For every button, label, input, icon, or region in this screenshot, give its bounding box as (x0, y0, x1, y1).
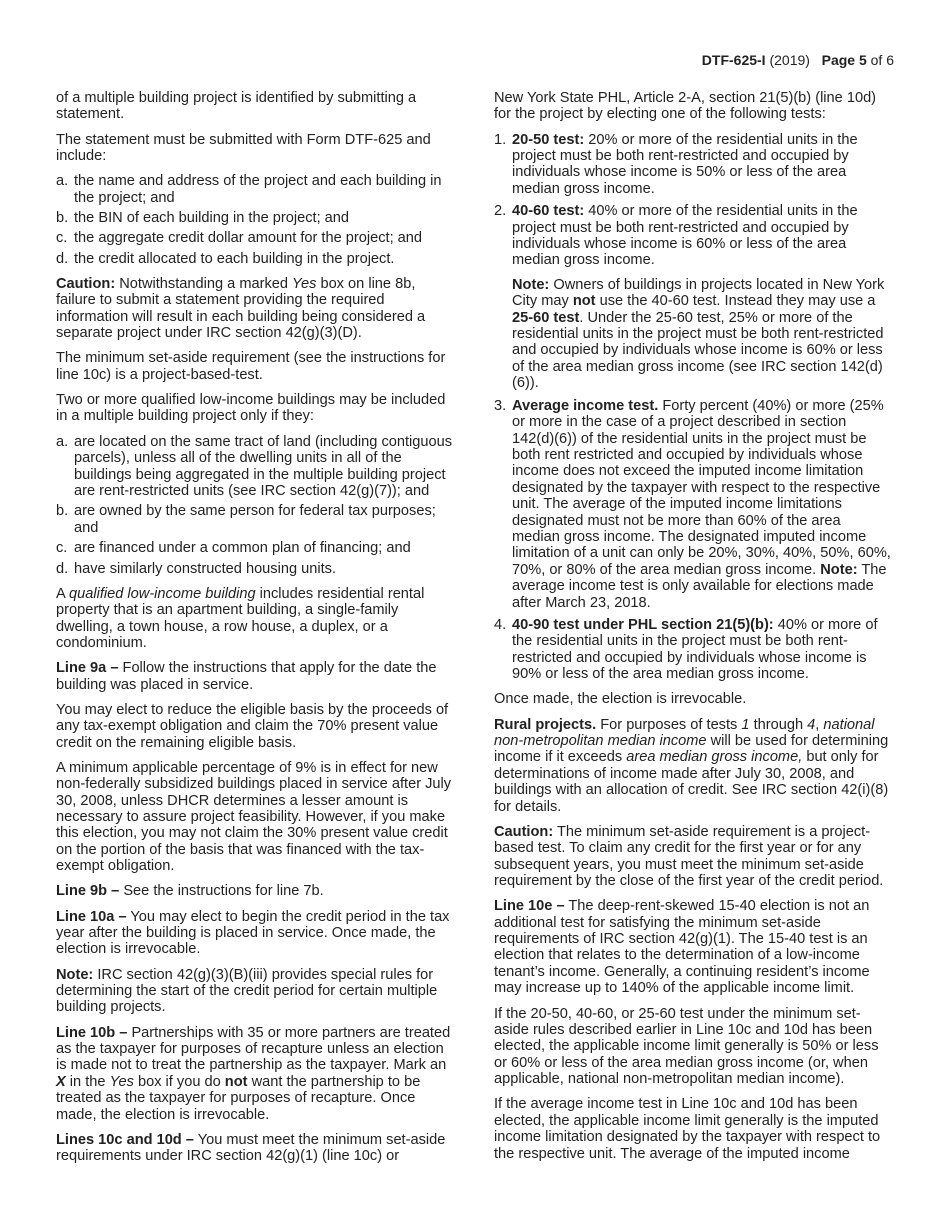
text: Owners of buildings in projects located in New York City may (512, 276, 885, 310)
text: box on line 8b, failure to submit a statement providing the required information will result in each building being considered a separate project under IRC section 42(g)(3)(D). (56, 276, 426, 342)
list-item (56, 173, 458, 206)
text: The deep-rent-skewed 15-40 election is not an additional test for satisfying the minimum set-aside requirements of IRC section 42(g)(1). The 15-40 test is an election that relates to the determination of a low-income tenant’s income. Generally, a continuing resident’s income may increase up to 140% of the applicable income limit. (494, 898, 870, 997)
page-label: Page 5 (821, 52, 867, 68)
note-label: Note: (56, 966, 94, 983)
not-emphasis: not (224, 1073, 248, 1090)
text: want the partnership to be treated as the taxpayer for purposes of recapture. Once made, the election is irrevocable. (56, 1073, 421, 1123)
paragraph: You may elect to reduce the eligible basis by the proceeds of any tax-exempt obligation and claim the 70% present value credit on the remaining eligible basis. (56, 701, 449, 751)
line-label: Line 9a – (56, 660, 119, 677)
text: Partnerships with 35 or more partners are treated as the taxpayer for purposes of recapture unless an election is made not to treat the partnership as the taxpayer. Mark an (56, 1024, 451, 1074)
line-label: Line 10b – (56, 1024, 128, 1041)
paragraph: Once made, the election is irrevocable. (494, 691, 747, 708)
test-label: 40-60 test: (512, 203, 585, 220)
text: in the (69, 1073, 106, 1090)
list-item (56, 251, 458, 267)
list-marker: a. (56, 173, 69, 190)
text: For purposes of tests (600, 716, 738, 733)
test-label: 40-90 test under PHL section 21(5)(b): (512, 616, 774, 633)
text: A (56, 585, 65, 602)
text: The minimum set-aside requirement is a project-based test. To claim any credit for the first year or for any subsequent years, you must meet the minimum set-aside requirement by the close of the first year of the credit period. (494, 823, 884, 890)
text: through (753, 716, 804, 733)
statement-requirements-list (56, 173, 458, 267)
text: . Under the 25-60 test, 25% or more of the residential units in the project must be both rent-restricted and occupied by individuals whose income is 60% or less of the area median gross income (see IRC section 142(d)(6)). (512, 309, 884, 392)
text: You must meet the minimum set-aside requirements under IRC section 42(g)(1) (line 10c) or (56, 1131, 446, 1165)
line-10b-paragraph (56, 1025, 458, 1123)
line-label: Line 9b – (56, 883, 120, 900)
list-item (56, 540, 458, 556)
yes-emphasis: Yes (109, 1073, 134, 1090)
page-of: of 6 (870, 52, 894, 68)
list-item (56, 434, 458, 500)
form-number: DTF-625-I (701, 52, 766, 68)
list-marker: d. (56, 250, 69, 267)
multiple-building-conditions-list (56, 434, 458, 577)
paragraph: If the 20-50, 40-60, or 25-60 test under the minimum set-aside rules described earlier in Line 10c and 10d has been elected, the applicable income limit generally is 50% or less or 60% or less of the area median gross income (or, when applicable, national non-metropolitan median income). (494, 1005, 879, 1088)
paragraph: The minimum set-aside requirement (see the instructions for line 10c) is a project-based-test. (56, 350, 446, 383)
text: includes residential rental property that is an apartment building, a single-family dwelling, a town house, a row house, a duplex, or a condominium. (56, 585, 425, 651)
yes-emphasis: Yes (292, 276, 317, 293)
test-item-40-90 (494, 617, 892, 683)
list-marker: c. (56, 540, 68, 557)
text: Follow the instructions that apply for the date the building was placed in service. (56, 660, 437, 693)
text: See the instructions for line 7b. (123, 883, 324, 900)
paragraph: New York State PHL, Article 2-A, section 21(5)(b) (line 10d) for the project by electing one of the following tests: (494, 90, 877, 123)
text: 20% or more of the residential units in the project must be both rent-restricted and occupied by individuals whose income is 50% or less of the area median gross income. (512, 131, 858, 197)
list-item-text: are located on the same tract of land (including contiguous parcels), unless all of the dwelling units in all of the buildings being aggregated in the multiple building project are rent-restricted units (see IRC section 42(g)(7)); and (74, 433, 453, 499)
list-item-text: have similarly constructed housing units. (74, 560, 337, 577)
text: will be used for determining income if it exceeds (494, 733, 889, 766)
line-label: Line 10a – (56, 908, 127, 925)
paragraph: The statement must be submitted with Form DTF-625 and include: (56, 131, 431, 165)
rural-projects-paragraph (494, 717, 892, 815)
left-column (56, 90, 458, 1174)
test-label: 20-50 test: (512, 131, 585, 148)
test-label: Average income test. (512, 397, 659, 414)
line-10e-paragraph (494, 898, 892, 996)
note-paragraph (56, 967, 458, 1016)
text: IRC section 42(g)(3)(B)(iii) provides special rules for determining the start of the credit period for certain multiple building projects. (56, 966, 438, 1016)
line-label: Line 10e – (494, 898, 565, 915)
list-item-text: the aggregate credit dollar amount for the project; and (74, 230, 423, 247)
text: Forty percent (40%) or more (25% or more in the case of a project described in section 142(d)(6)) of the residential units in the project must be both rent restricted and occupied by individuals whose income does not exceed the imputed income limitation designated by the taxpayer with respect to the respective unit. The average of the imputed income limitations designated must not be more than 60% of the area median gross income. The designated imputed income limitation of a unit can only be 20%, 30%, 40%, 50%, 60%, 70%, or 80% of the area median gross income. (512, 397, 891, 578)
set-aside-tests-list (494, 132, 892, 683)
caution-paragraph (494, 824, 892, 890)
paragraph: of a multiple building project is identified by submitting a statement. (56, 90, 417, 123)
list-marker: 4. (494, 616, 507, 633)
caution-label: Caution: (56, 276, 116, 293)
term-emphasis: national non-metropolitan median income (494, 716, 875, 750)
line-label: Lines 10c and 10d – (56, 1131, 194, 1148)
right-column (494, 90, 892, 1171)
list-item-text: the BIN of each building in the project; and (74, 210, 350, 227)
section-label: Rural projects. (494, 716, 597, 733)
note-label: Note: (820, 561, 858, 578)
nyc-note (512, 277, 892, 392)
paragraph: Two or more qualified low-income buildings may be included in a multiple building project only if they: (56, 392, 446, 425)
list-marker: c. (56, 230, 68, 247)
qualified-building-paragraph (56, 586, 458, 652)
test-number-emphasis: 4 (807, 716, 816, 733)
term-emphasis: area median gross income, (626, 749, 803, 766)
list-marker: 2. (494, 203, 507, 220)
line-10a-paragraph (56, 909, 458, 958)
text: but only for determinations of income made after July 30, 2008, and buildings with an allocation of credit. See IRC section 42(i)(8) for details. (494, 749, 889, 815)
paragraph: If the average income test in Line 10c and 10d has been elected, the applicable income limit generally is the imputed income limitation designated by the taxpayer with respect to the respective unit. The average of the imputed income (494, 1096, 881, 1162)
term-emphasis: qualified low-income building (69, 585, 256, 602)
text: , (815, 716, 820, 733)
text: 40% or more of the residential units in the project must be both rent-restricted and occupied by individuals whose income is 60% or less of the area median gross income. (512, 203, 858, 269)
text: Notwithstanding a marked (119, 276, 288, 293)
list-item (56, 210, 458, 226)
caution-label: Caution: (494, 823, 554, 840)
test-number-emphasis: 1 (741, 716, 750, 733)
lines-10c-10d-paragraph (56, 1132, 458, 1165)
paragraph: A minimum applicable percentage of 9% is in effect for new non-federally subsidized buildings placed in service after July 30, 2008, unless DHCR determines a lesser amount is necessary to assure project feasibility. However, if you make this election, you may not claim the 30% present value credit on the portion of the basis that was financed with the tax-exempt obligation. (56, 759, 452, 875)
line-9a-paragraph (56, 660, 458, 693)
test-item-40-60 (494, 203, 892, 391)
list-marker: a. (56, 433, 69, 450)
list-item-text: the name and address of the project and each building in the project; and (74, 173, 442, 206)
list-item-text: are financed under a common plan of financing; and (74, 540, 411, 557)
text: use the 40-60 test. Instead they may use a (599, 293, 876, 310)
list-marker: b. (56, 503, 69, 520)
x-mark-emphasis: X (56, 1073, 66, 1090)
list-item-text: are owned by the same person for federal tax purposes; and (74, 503, 436, 536)
form-year: (2019) (769, 52, 810, 68)
text: The average income test is only available for elections made after March 23, 2018. (512, 561, 887, 611)
list-marker: d. (56, 560, 69, 577)
text: 40% or more of the residential units in the project must be both rent-restricted and occupied by individuals whose income is 90% or less of the area median gross income. (512, 616, 878, 683)
list-item (56, 503, 458, 536)
page-header (702, 52, 894, 68)
caution-paragraph (56, 276, 458, 342)
text: You may elect to begin the credit period in the tax year after the building is placed in service. Once made, the election is irrevocable. (56, 908, 450, 958)
list-item (56, 230, 458, 246)
line-9b-paragraph (56, 883, 458, 899)
test-emphasis: 25-60 test (512, 309, 580, 326)
list-marker: 3. (494, 397, 507, 414)
list-item-text: the credit allocated to each building in the project. (74, 250, 395, 267)
list-item (56, 561, 458, 577)
test-item-average-income (494, 398, 892, 611)
list-marker: 1. (494, 131, 507, 148)
note-label: Note: (512, 276, 550, 293)
list-marker: b. (56, 210, 69, 227)
test-item-20-50 (494, 132, 892, 198)
not-emphasis: not (572, 293, 596, 310)
text: box if you do (137, 1073, 221, 1090)
